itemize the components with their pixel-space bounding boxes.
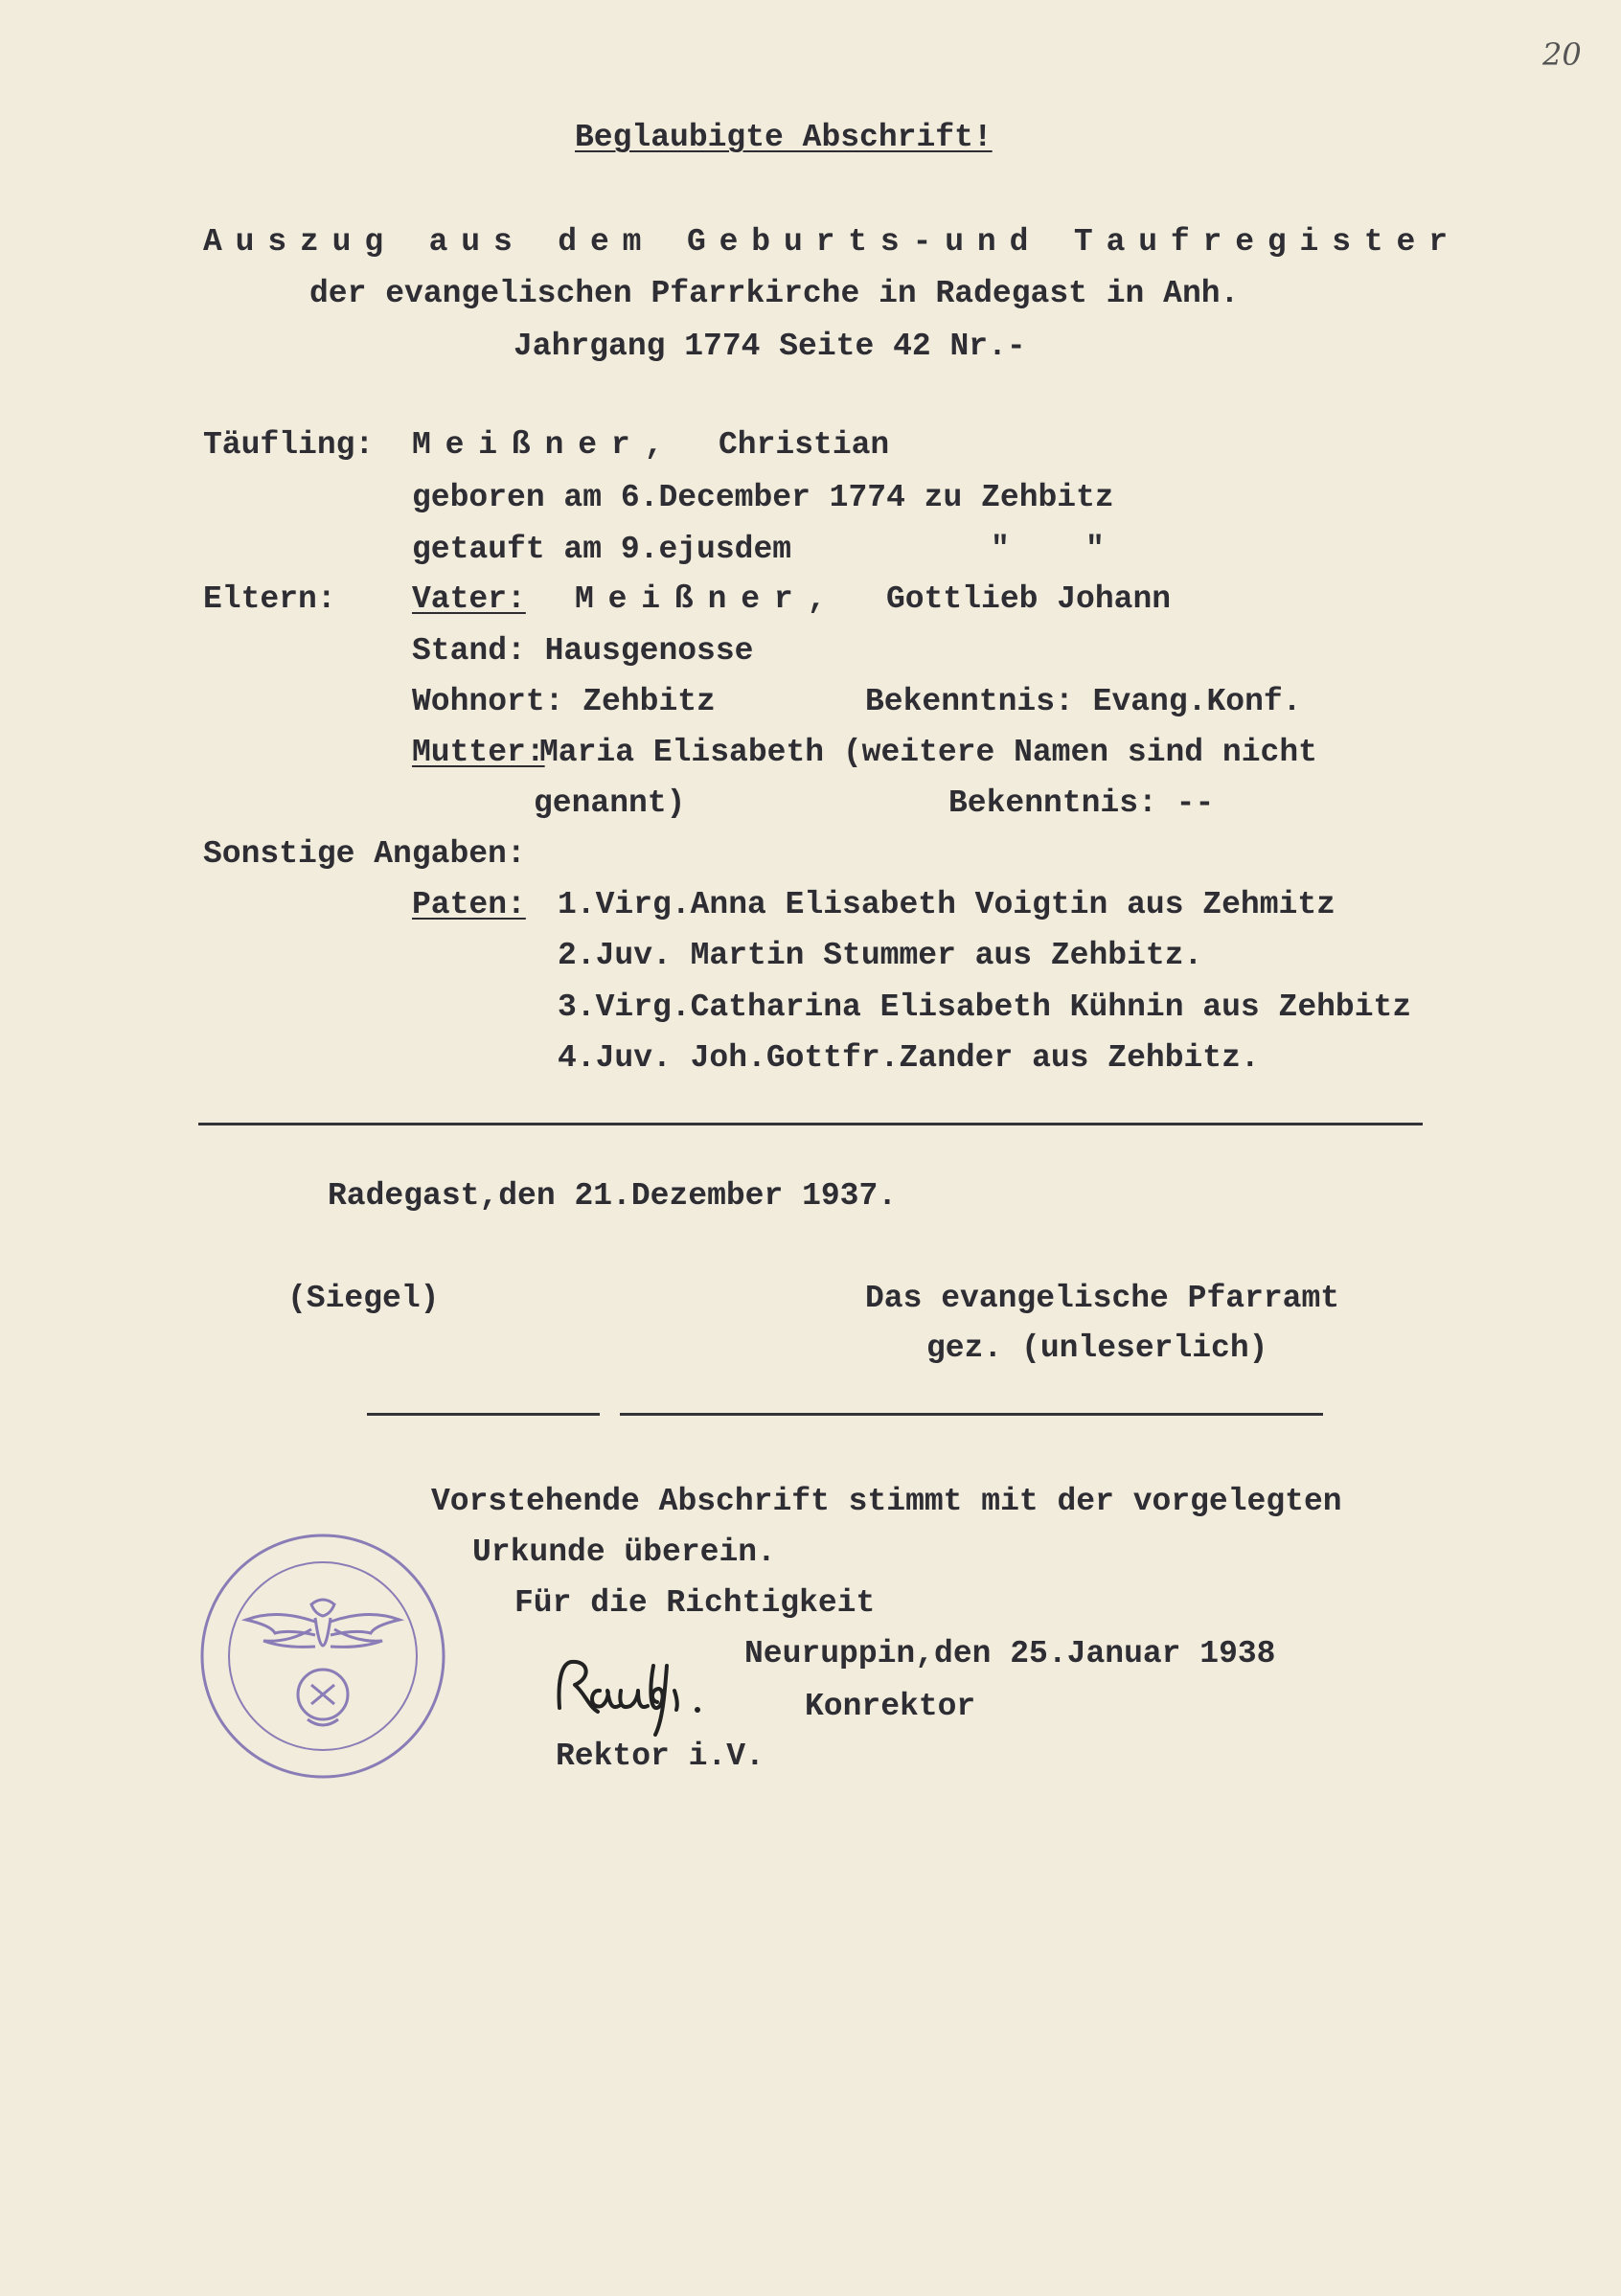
vater-name: Gottlieb Johann [886, 581, 1172, 617]
mutter-label: Mutter: [412, 735, 545, 770]
certification-place-date: Neuruppin,den 25.Januar 1938 [744, 1636, 1276, 1671]
official-stamp [196, 1530, 449, 1783]
sonstige-label: Sonstige Angaben: [203, 836, 526, 872]
baptism-line: getauft am 9.ejusdem [412, 532, 792, 567]
stand-line: Stand: Hausgenosse [412, 633, 754, 669]
bekenntnis-vater: Bekenntnis: Evang.Konf. [865, 684, 1302, 719]
handwritten-signature [550, 1652, 746, 1743]
vater-surname: Meißner, [575, 581, 841, 617]
taufling-surname: Meißner, [412, 427, 678, 463]
paten-2: 2.Juv. Martin Stummer aus Zehbitz. [558, 938, 1203, 973]
konrektor-role: Konrektor [805, 1689, 976, 1724]
ditto-marks: " " [991, 532, 1105, 567]
taufling-label: Täufling: [203, 427, 375, 463]
eagle-emblem-icon [246, 1600, 400, 1725]
vater-label: Vater: [412, 581, 526, 617]
mutter-name: Maria Elisabeth (weitere Namen sind nicht [539, 735, 1317, 770]
wohnort-line: Wohnort: Zehbitz [412, 684, 716, 719]
title-line-3: Jahrgang 1774 Seite 42 Nr.- [514, 329, 1026, 364]
paten-1: 1.Virg.Anna Elisabeth Voigtin aus Zehmitz [558, 887, 1336, 922]
divider-line [198, 1123, 1423, 1125]
paten-4: 4.Juv. Joh.Gottfr.Zander aus Zehbitz. [558, 1040, 1260, 1076]
paten-3: 3.Virg.Catharina Elisabeth Kühnin aus Zehbitz [558, 989, 1412, 1025]
eltern-label: Eltern: [203, 581, 336, 617]
title-line-1: Auszug aus dem Geburts-und Taufregister [203, 224, 1461, 260]
place-date: Radegast,den 21.Dezember 1937. [328, 1178, 898, 1214]
mutter-name-cont: genannt) [534, 785, 686, 821]
parish-office: Das evangelische Pfarramt [865, 1281, 1340, 1316]
page-number-note: 20 [1542, 36, 1582, 73]
signed-line: gez. (unleserlich) [926, 1330, 1268, 1366]
certification-line-1: Vorstehende Abschrift stimmt mit der vorgelegten [431, 1484, 1342, 1519]
certification-line-3: Für die Richtigkeit [514, 1585, 876, 1621]
paten-label: Paten: [412, 887, 526, 922]
bekenntnis-mutter: Bekenntnis: -- [948, 785, 1215, 821]
document-heading: Beglaubigte Abschrift! [575, 120, 993, 155]
certification-line-2: Urkunde überein. [472, 1534, 776, 1570]
title-line-2: der evangelischen Pfarrkirche in Radegast in Anh. [309, 276, 1240, 311]
seal-note: (Siegel) [287, 1281, 440, 1316]
taufling-name: Christian [719, 427, 890, 463]
birth-line: geboren am 6.December 1774 zu Zehbitz [412, 480, 1114, 515]
rektor-line: Rektor i.V. [556, 1739, 765, 1774]
divider-short-left [367, 1413, 600, 1416]
divider-short-right [620, 1413, 1323, 1416]
